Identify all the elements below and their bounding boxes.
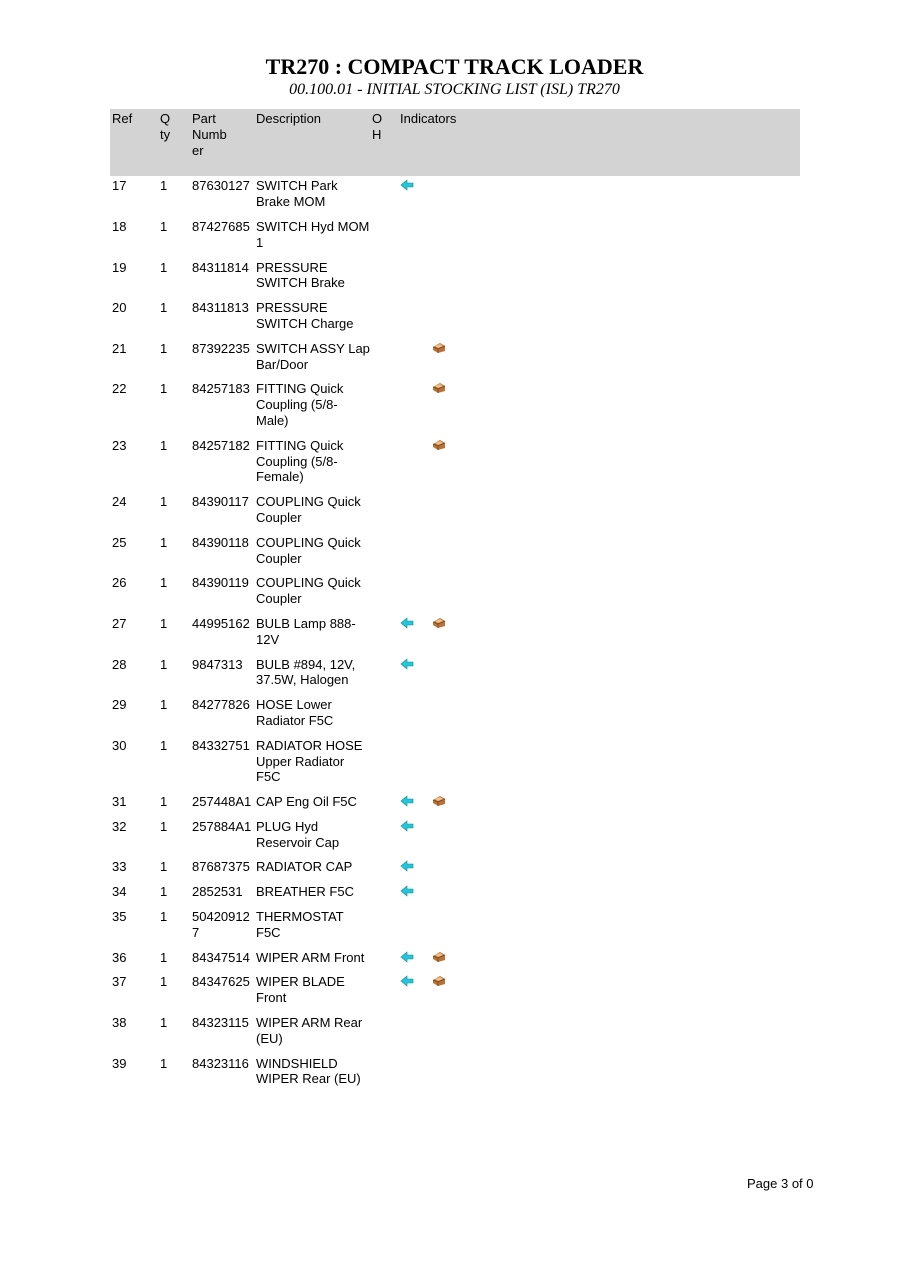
indicators-cell [398,655,800,696]
part-number-cell: 87687375 [192,859,250,875]
ref-cell: 30 [112,737,127,753]
indicators-cell [398,176,800,217]
part-number-cell: 84257183 [192,381,250,397]
table-row [110,379,800,435]
oh-cell [370,492,398,533]
indicators-cell [398,972,800,1013]
table-row [110,736,800,792]
table-row [110,817,800,858]
indicators-cell [398,217,800,258]
description-cell: COUPLING Quick Coupler [256,494,361,525]
ref-cell: 32 [112,818,127,834]
oh-cell [370,817,398,858]
ref-cell: 28 [112,656,127,672]
part-number-cell: 9847313 [192,656,243,672]
oh-cell [370,948,398,973]
part-number-cell: 84390117 [192,494,249,510]
part-number-cell: 84347514 [192,949,250,965]
qty-cell: 1 [160,218,168,234]
table-row [110,907,800,948]
qty-cell: 1 [160,1055,168,1071]
part-number-cell: 87392235 [192,340,250,356]
arrow-left-icon [400,860,414,872]
part-number-cell: 84323115 [192,1015,249,1031]
qty-cell: 1 [160,615,168,631]
description-cell: WIPER ARM Rear (EU) [256,1015,363,1046]
arrow-left-icon [400,617,414,629]
part-number-cell: 257448A1 [192,794,252,810]
arrow-left-icon [400,885,414,897]
part-number-cell: 84323116 [192,1055,249,1071]
ref-cell: 20 [112,300,127,316]
table-row [110,176,800,217]
arrow-left-icon [400,975,414,987]
empty-indicator-slot [400,342,414,354]
part-number-cell: 84311814 [192,259,249,275]
table-row [110,1013,800,1054]
table-row [110,792,800,817]
package-box-icon [432,617,446,629]
ref-cell: 22 [112,381,127,397]
arrow-left-icon [400,658,414,670]
description-cell: PRESSURE SWITCH Brake [256,259,345,291]
indicators-cell [398,379,800,435]
table-row [110,857,800,882]
package-box-icon [432,975,446,987]
empty-indicator-slot [400,382,414,394]
table-row [110,339,800,380]
indicators-cell [398,857,800,882]
oh-cell [370,176,398,217]
package-box-icon [432,795,446,807]
table-row [110,573,800,614]
ref-cell: 17 [112,178,127,194]
indicators-cell [398,882,800,907]
oh-cell [370,339,398,380]
description-cell: BULB Lamp 888-12V [256,615,356,647]
page-number: Page 3 of 0 [747,1176,814,1191]
qty-cell: 1 [160,534,168,550]
ref-cell: 37 [112,974,127,990]
document-subtitle: 00.100.01 - INITIAL STOCKING LIST (ISL) TR270 [289,81,620,98]
ref-cell: 35 [112,909,127,925]
indicators-cell [398,736,800,792]
indicators-cell [398,339,800,380]
qty-cell: 1 [160,859,168,875]
description-cell: COUPLING Quick Coupler [256,575,361,607]
description-cell: RADIATOR CAP [256,859,353,875]
package-box-icon [432,439,446,451]
description-cell: FITTING Quick Coupling (5/8-Female) [256,437,344,485]
qty-cell: 1 [160,259,168,275]
indicators-cell [398,817,800,858]
description-cell: CAP Eng Oil F5C [256,794,357,810]
arrow-left-icon [400,179,414,191]
table-row [110,298,800,339]
oh-cell [370,857,398,882]
indicators-cell [398,907,800,948]
oh-cell [370,736,398,792]
arrow-left-icon [400,951,414,963]
indicators-cell [398,1013,800,1054]
ref-cell: 33 [112,859,127,875]
indicators-cell [398,533,800,574]
header-part-number [190,109,254,176]
qty-cell: 1 [160,340,168,356]
indicators-cell [398,492,800,533]
header-oh [370,109,398,176]
table-row [110,695,800,736]
qty-cell: 1 [160,794,168,810]
description-cell: FITTING Quick Coupling (5/8-Male) [256,381,344,428]
qty-cell: 1 [160,949,168,965]
oh-cell [370,792,398,817]
oh-cell [370,655,398,696]
arrow-left-icon [400,820,414,832]
qty-cell: 1 [160,381,168,397]
header-text: Q ty [160,111,171,142]
ref-cell: 18 [112,218,127,234]
empty-indicator-slot [400,439,414,451]
package-box-icon [432,342,446,354]
part-number-cell: 84390119 [192,575,249,591]
table-row [110,533,800,574]
qty-cell: 1 [160,300,168,316]
qty-cell: 1 [160,178,168,194]
part-number-cell: 84332751 [192,737,250,753]
indicators-cell [398,792,800,817]
oh-cell [370,972,398,1013]
oh-cell [370,258,398,299]
table-row [110,436,800,492]
qty-cell: 1 [160,697,168,713]
table-row [110,492,800,533]
table-row [110,258,800,299]
indicators-cell [398,1054,800,1095]
ref-cell: 25 [112,534,127,550]
oh-cell [370,882,398,907]
description-cell: BULB #894, 12V, 37.5W, Halogen [256,656,356,688]
description-cell: WIPER ARM Front [256,949,365,965]
ref-cell: 34 [112,884,127,900]
ref-cell: 38 [112,1015,127,1031]
ref-cell: 29 [112,697,127,713]
qty-cell: 1 [160,737,168,753]
table-row [110,948,800,973]
ref-cell: 39 [112,1055,127,1071]
header-description: Description [254,109,370,176]
ref-cell: 24 [112,494,127,510]
description-cell: HOSE Lower Radiator F5C [256,697,334,728]
part-number-cell: 84390118 [192,534,249,550]
oh-cell [370,614,398,655]
description-cell: RADIATOR HOSE Upper Radiator F5C [256,737,363,785]
description-cell: WIPER BLADE Front [256,974,345,1006]
table-row [110,972,800,1013]
header-text: Part Numb er [192,111,227,158]
ref-cell: 23 [112,437,127,453]
description-cell: COUPLING Quick Coupler [256,534,361,566]
oh-cell [370,1054,398,1095]
qty-cell: 1 [160,575,168,591]
part-number-cell: 84277826 [192,697,250,713]
description-cell: SWITCH Hyd MOM 1 [256,218,370,250]
description-cell: THERMOSTAT F5C [256,909,344,940]
part-number-cell: 87630127 [192,178,250,194]
description-cell: PRESSURE SWITCH Charge [256,300,354,331]
table-row [110,614,800,655]
header-ref: Ref [110,109,158,176]
qty-cell: 1 [160,909,168,925]
description-cell: SWITCH ASSY Lap Bar/Door [256,340,370,372]
table-row [110,1054,800,1095]
oh-cell [370,533,398,574]
package-box-icon [432,951,446,963]
description-cell: SWITCH Park Brake MOM [256,178,338,210]
header-indicators: Indicators [398,109,800,176]
ref-cell: 19 [112,259,127,275]
qty-cell: 1 [160,437,168,453]
indicators-cell [398,695,800,736]
oh-cell [370,379,398,435]
oh-cell [370,1013,398,1054]
oh-cell [370,907,398,948]
package-box-icon [432,382,446,394]
indicators-cell [398,436,800,492]
ref-cell: 21 [112,340,127,356]
ref-cell: 36 [112,949,127,965]
qty-cell: 1 [160,494,168,510]
header-qty [158,109,190,176]
indicators-cell [398,258,800,299]
part-number-cell: 2852531 [192,884,243,900]
ref-cell: 26 [112,575,127,591]
indicators-cell [398,948,800,973]
oh-cell [370,298,398,339]
qty-cell: 1 [160,818,168,834]
part-number-cell: 84347625 [192,974,250,990]
table-row [110,655,800,696]
part-number-cell: 84311813 [192,300,249,316]
part-number-cell: 44995162 [192,615,250,631]
qty-cell: 1 [160,1015,168,1031]
oh-cell [370,695,398,736]
oh-cell [370,436,398,492]
qty-cell: 1 [160,656,168,672]
document-title: TR270 : COMPACT TRACK LOADER [265,54,644,79]
oh-cell [370,217,398,258]
arrow-left-icon [400,795,414,807]
qty-cell: 1 [160,974,168,990]
description-cell: WINDSHIELD WIPER Rear (EU) [256,1055,361,1087]
part-number-cell: 504209127 [192,909,250,940]
table-header-row [110,109,800,176]
parts-table [110,109,800,1094]
header-text: O H [372,111,383,142]
table-row [110,217,800,258]
qty-cell: 1 [160,884,168,900]
indicators-cell [398,298,800,339]
part-number-cell: 257884A1 [192,818,252,834]
indicators-cell [398,573,800,614]
oh-cell [370,573,398,614]
part-number-cell: 87427685 [192,218,250,234]
ref-cell: 31 [112,794,127,810]
description-cell: PLUG Hyd Reservoir Cap [256,818,340,850]
indicators-cell [398,614,800,655]
description-cell: BREATHER F5C [256,884,354,900]
part-number-cell: 84257182 [192,437,250,453]
table-row [110,882,800,907]
ref-cell: 27 [112,615,127,631]
